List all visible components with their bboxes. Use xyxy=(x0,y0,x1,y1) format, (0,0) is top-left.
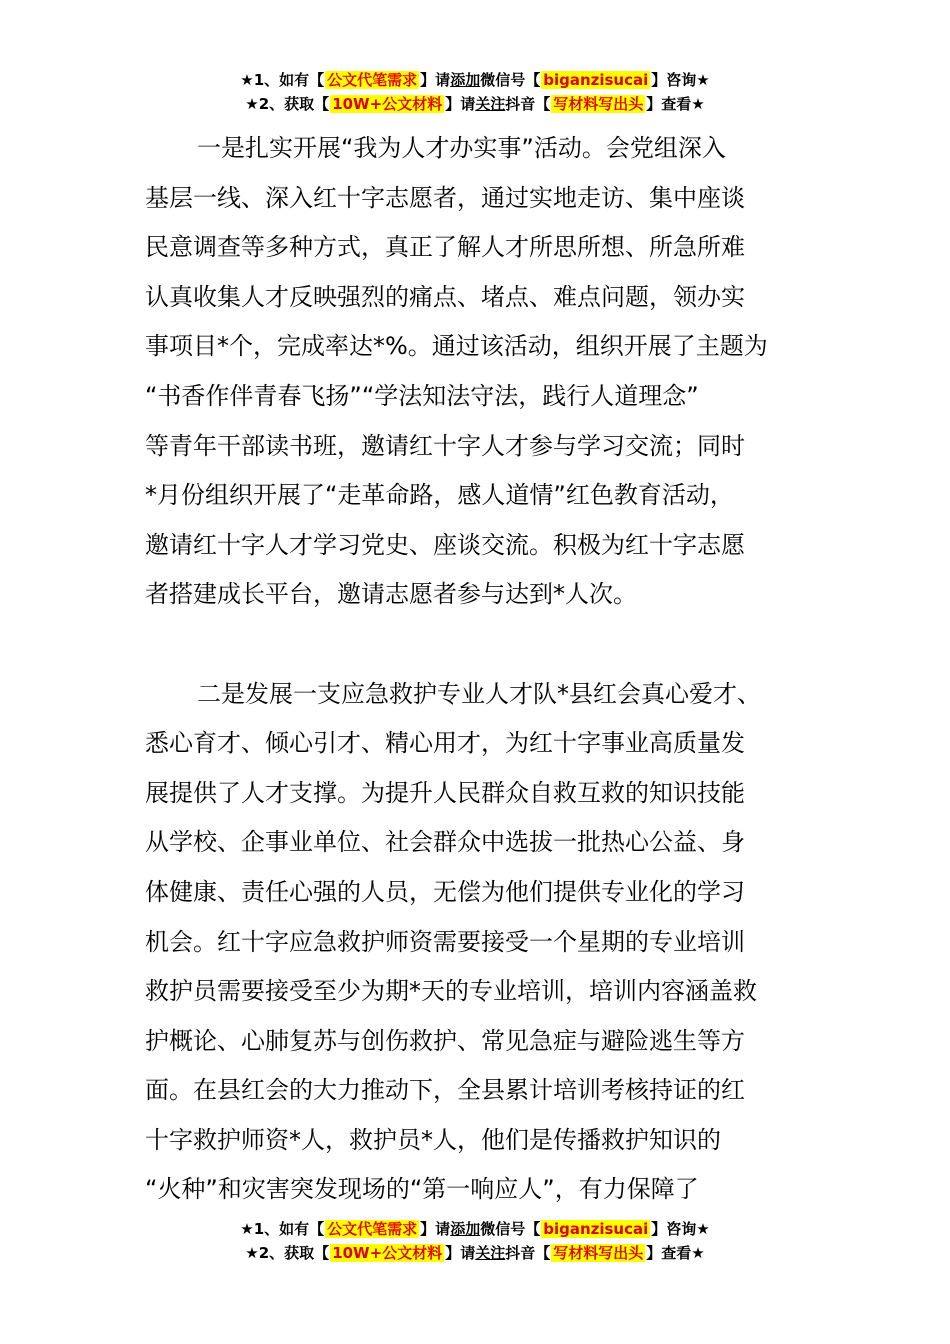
footer-notice xyxy=(0,1218,950,1266)
highlight-douyin-account: 写材料写出头 xyxy=(553,1244,644,1262)
text-line: 邀请红十字人才学习党史、座谈交流。积极为红十字志愿 xyxy=(145,530,745,559)
text-line: 十字救护师资*人，救护员*人，他们是传播救护知识的 xyxy=(145,1125,721,1154)
text-line: 悉心育才、倾心引才、精心用才，为红十字事业高质量发 xyxy=(145,729,745,758)
text-line: 护概论、心肺复苏与创伤救护、常见急症与避险逃生等方 xyxy=(145,1026,745,1055)
text-line: 体健康、责任心强的人员，无偿为他们提供专业化的学习 xyxy=(145,877,745,906)
notice-text: 】咨询★ xyxy=(651,71,710,89)
notice-text: 】请 xyxy=(445,1244,476,1262)
notice-text: 】查看★ xyxy=(646,1244,705,1262)
paragraph-1 xyxy=(145,124,810,620)
text-line: 等青年干部读书班，邀请红十字人才参与学习交流；同时 xyxy=(145,431,745,460)
notice-text: ★2、获取【 xyxy=(245,95,330,113)
header-notice xyxy=(0,69,950,117)
notice-text: 】请 xyxy=(445,95,476,113)
text-line: 认真收集人才反映强烈的痛点、堵点、难点问题，领办实 xyxy=(145,282,745,311)
notice-text: 】请 xyxy=(420,1220,451,1238)
highlight-douyin-account: 写材料写出头 xyxy=(553,95,644,113)
highlight-materials: 10W+公文材料 xyxy=(332,95,443,113)
underlined-text: 添加 xyxy=(450,71,481,89)
notice-line-2 xyxy=(0,93,950,117)
text-line: 面。在县红会的大力推动下，全县累计培训考核持证的红 xyxy=(145,1076,745,1105)
text-line: 民意调查等多种方式，真正了解人才所思所想、所急所难 xyxy=(145,233,745,262)
underlined-text: 关注 xyxy=(475,95,506,113)
notice-line-2 xyxy=(0,1242,950,1266)
highlight-service: 公文代笔需求 xyxy=(327,1220,418,1238)
text-line: 救护员需要接受至少为期*天的专业培训，培训内容涵盖救 xyxy=(145,977,757,1006)
highlight-wechat-id: biganzisucai xyxy=(543,1220,649,1238)
underlined-text: 关注 xyxy=(475,1244,506,1262)
underlined-text: 添加 xyxy=(450,1220,481,1238)
notice-text: 】查看★ xyxy=(646,95,705,113)
notice-text: ★1、如有【 xyxy=(240,1220,325,1238)
text-line: 从学校、企事业单位、社会群众中选拔一批热心公益、身 xyxy=(145,828,745,857)
notice-text: 抖音【 xyxy=(505,95,551,113)
text-line: *月份组织开展了“走革命路，感人道情”红色教育活动， xyxy=(145,481,734,510)
notice-text: ★1、如有【 xyxy=(240,71,325,89)
text-line: 二是发展一支应急救护专业人才队*县红会真心爱才、 xyxy=(197,679,761,708)
highlight-service: 公文代笔需求 xyxy=(327,71,418,89)
text-line: “书香作伴青春飞扬”“学法知法守法，践行人道理念” xyxy=(145,381,699,410)
notice-text: 微信号【 xyxy=(480,71,541,89)
notice-text: 抖音【 xyxy=(505,1244,551,1262)
notice-text: ★2、获取【 xyxy=(245,1244,330,1262)
highlight-materials: 10W+公文材料 xyxy=(332,1244,443,1262)
text-line: 机会。红十字应急救护师资需要接受一个星期的专业培训 xyxy=(145,927,745,956)
notice-text: 】请 xyxy=(420,71,451,89)
text-line: 展提供了人才支撑。为提升人民群众自救互救的知识技能 xyxy=(145,778,745,807)
notice-text: 微信号【 xyxy=(480,1220,541,1238)
document-body xyxy=(145,124,810,1215)
highlight-wechat-id: biganzisucai xyxy=(543,71,649,89)
notice-line-1 xyxy=(0,69,950,93)
paragraph-spacer xyxy=(145,620,810,670)
text-line: 者搭建成长平台，邀请志愿者参与达到*人次。 xyxy=(145,580,637,609)
notice-text: 】咨询★ xyxy=(651,1220,710,1238)
text-line: 事项目*个，完成率达*%。通过该活动，组织开展了主题为 xyxy=(145,332,768,361)
text-line: 一是扎实开展“我为人才办实事”活动。会党组深入 xyxy=(197,134,726,162)
notice-line-1 xyxy=(0,1218,950,1242)
paragraph-2 xyxy=(145,670,810,1216)
text-line: 基层一线、深入红十字志愿者，通过实地走访、集中座谈 xyxy=(145,183,745,212)
text-line: “火种”和灾害突发现场的“第一响应人”，有力保障了 xyxy=(145,1175,699,1204)
